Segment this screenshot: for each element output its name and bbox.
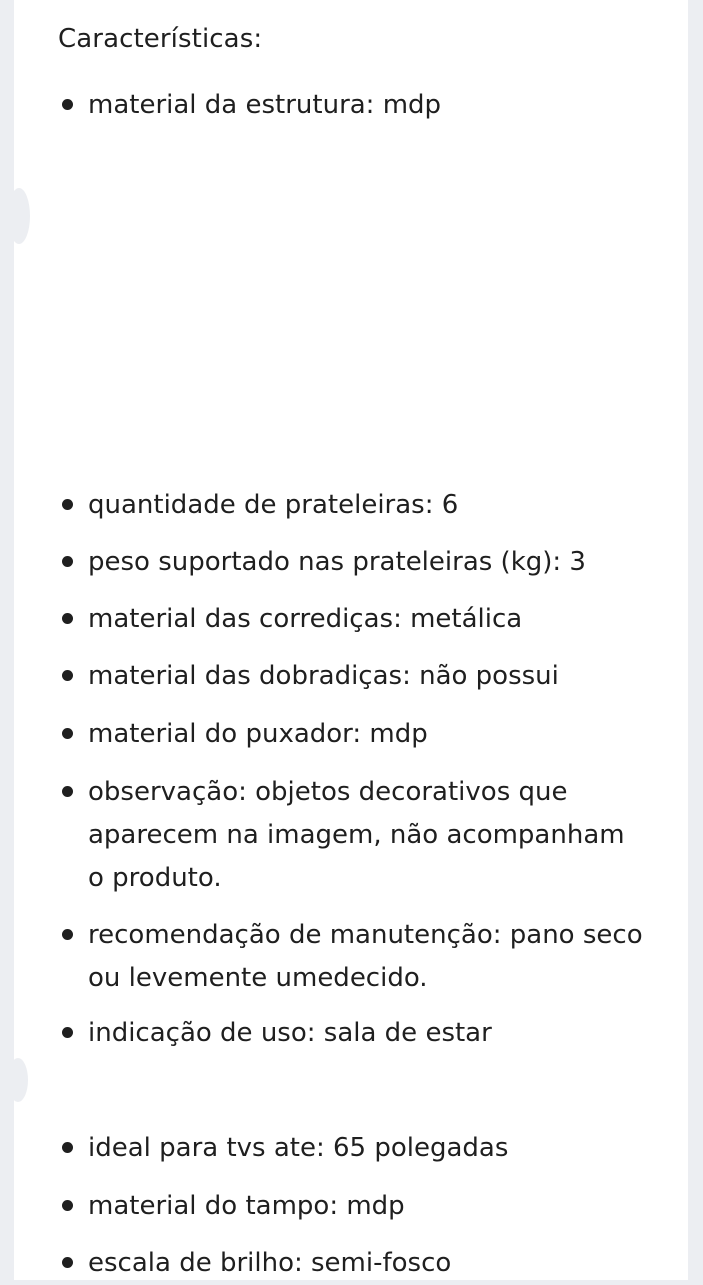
spec-text: material do tampo: mdp [88,1191,405,1221]
spec-list-item [58,598,658,641]
bullet-icon [62,613,73,624]
bullet-icon [62,1027,73,1038]
spec-text: material das corrediças: metálica [88,604,523,634]
scroll-edge-bump [8,188,30,244]
bullet-icon [62,99,73,110]
spec-list-item [58,1242,658,1285]
spec-list-item [58,484,658,527]
spec-text: ideal para tvs ate: 65 polegadas [88,1133,509,1163]
spec-text: material das dobradiças: não possui [88,661,559,691]
spec-text: peso suportado nas prateleiras (kg): 3 [88,547,586,577]
scroll-edge-bump [8,1058,28,1102]
bullet-icon [62,1200,73,1211]
spec-list-item [58,713,658,756]
characteristics-heading: Características: [58,24,263,54]
bullet-icon [62,556,73,567]
bullet-icon [62,929,73,940]
spec-text: observação: objetos decorativos que aparecem na imagem, não acompanham o produto. [88,777,625,893]
spec-text: material do puxador: mdp [88,719,428,749]
spec-text: material da estrutura: mdp [88,90,442,120]
bullet-icon [62,499,73,510]
spec-list-item [58,1185,658,1228]
spec-text: indicação de uso: sala de estar [88,1018,492,1048]
spec-list-item [58,914,658,1000]
spec-list-item [58,771,658,900]
spec-list-item [58,1127,658,1170]
spec-text: escala de brilho: semi-fosco [88,1248,452,1278]
bullet-icon [62,670,73,681]
bullet-icon [62,786,73,797]
spec-text: recomendação de manutenção: pano seco ou levemente umedecido. [88,920,643,993]
spec-list-item [58,84,658,127]
spec-list-item [58,655,658,698]
bullet-icon [62,1257,73,1268]
bullet-icon [62,1142,73,1153]
spec-text: quantidade de prateleiras: 6 [88,490,459,520]
spec-list-item [58,541,658,584]
bullet-icon [62,728,73,739]
spec-list-item [58,1012,658,1055]
